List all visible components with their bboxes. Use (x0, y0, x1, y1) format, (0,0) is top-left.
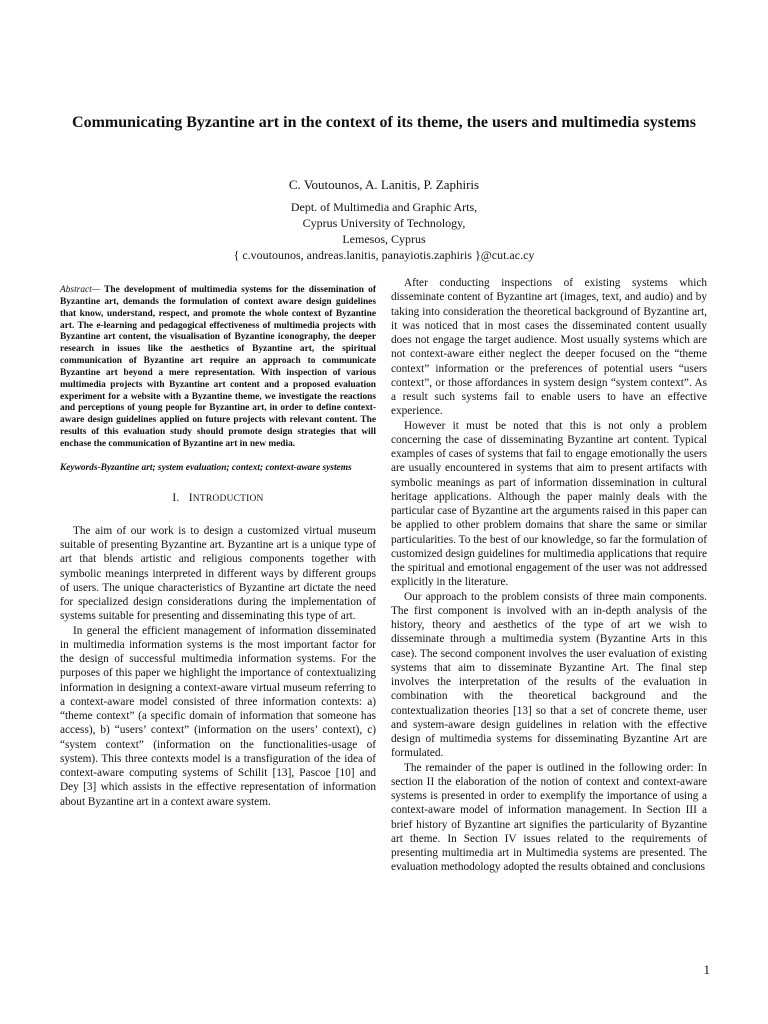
keywords: Keywords-Byzantine art; system evaluation; context; context-aware systems (60, 462, 352, 473)
body-paragraph: In general the efficient management of information disseminated in multimedia information systems is the most important factor for the design of successful multimedia information systems. For the purposes of this paper we highlight the importance of contextualizing information in designing a context-aware virtual museum referring to a context-aware model consisted of three information contexts: a) “theme context” (a specific domain of information that someone has access), b) “users’ context” (information on the users’ context), c) “system context” (information on the functionalities-usage of system). This three contexts model is a transfiguration of the idea of context-aware computing systems of Schilit [13], Pascoe [10] and Dey [3] which assists in the effective representation of information about Byzantine art in a context aware system. (60, 624, 376, 808)
body-paragraph: Our approach to the problem consists of three main components. The first component is involved with an in-depth analysis of the history, theory and aesthetics of the type of art we wish to disseminate through a multimedia system (Byzantine Arts in this case). The second component involves the user evaluation of existing systems that aim to disseminate Byzantine Art. The final step involves the interpretation of the results of the evaluation in combination with the theoretical background and the contextualization theories [13] so that a set of concrete theme, user and system-aware design guidelines in relation with the effective design of multimedia systems for disseminating Byzantine Art are formulated. (391, 590, 707, 760)
abstract (60, 285, 376, 451)
abstract-text: The development of multimedia systems for the dissemination of Byzantine art, demands the formulation of context aware design guidelines that know, understand, respect, and promote the whole context of Byzantine art. The e-learning and pedagogical effectiveness of multimedia projects with Byzantine art content, the visualisation of Byzantine iconography, the deeper research in issues like the aesthetics of Byzantine art, the spiritual communication of Byzantine art require an approach to communicate Byzantine art beyond a mere representation. With inspection of various multimedia projects with Byzantine art content and a proposed evaluation experiment for a website with a Byzantine theme, we investigate the reactions and perceptions of young people for Byzantine art, in order to define context-aware design guidelines applied on future projects with relevant content. The results of this evaluation study should promote design strategies that will enchase the communication of Byzantine art in new media. (60, 285, 376, 449)
section-title-initial: I (188, 491, 193, 504)
body-paragraph: The aim of our work is to design a customized virtual museum suitable of presenting Byzantine art. Byzantine art is a unique type of art that blends artistic and religious components together with symbolic meanings interpreted in different ways by different groups of users. The unique characteristics of Byzantine art dictate the need for specialized design considerations during the implementation of systems suitable for presenting and disseminating this type of art. (60, 524, 376, 623)
affiliation-location: Lemesos, Cyprus (342, 232, 426, 246)
affiliation-university: Cyprus University of Technology, (302, 216, 466, 230)
paper-title: Communicating Byzantine art in the context of its theme, the users and multimedia systems (72, 114, 696, 131)
body-paragraph: However it must be noted that this is not only a problem concerning the case of disseminating Byzantine art content. Typical examples of cases of systems that fail to engage emotionally the users are usually encountered in systems that aim to present artifacts with symbolic meanings as part of information dissemination in cultural heritage applications. Although the paper mainly deals with the particular case of Byzantine art the arguments raised in this paper can be applied to other problem domains that share the same or similar particularities. To the best of our knowledge, so far the formulation of customized design guidelines for multimedia applications that require the spiritual and emotional engagement of the user was not addressed explicitly in the literature. (391, 419, 707, 589)
author-emails: { c.voutounos, andreas.lanitis, panayiotis.zaphiris }@cut.ac.cy (233, 248, 535, 262)
left-column (60, 285, 376, 809)
author-list: C. Voutounos, A. Lanitis, P. Zaphiris (288, 177, 480, 192)
section-title-rest: NTRODUCTION (192, 493, 264, 504)
section-heading-introduction (60, 491, 376, 506)
body-paragraph: After conducting inspections of existing systems which disseminate content of Byzantine art (images, text, and audio) and by taking into consideration the theoretical background of Byzantine art, it was noticed that in most cases the disseminated content usually does not engage the target audience. Most usually systems which are not context-aware either neglect the deeper focused on the “theme context” information or the preferences of potential users “users context”, or those affordances in system design “system context”. As a result such systems fail to enable users to have an effective experience. (391, 277, 707, 418)
page-number: 1 (703, 962, 710, 977)
body-paragraph: The remainder of the paper is outlined in the following order: In section II the elaboration of the notion of context and context-aware systems is presented in order to exemplify the importance of using a context-aware model of information management. In Section III a brief history of Byzantine art signifies the particularity of Byzantine art theme. In Section IV issues related to the requirements of presenting multimedia art in Multimedia systems are presented. The evaluation methodology adopted the results obtained and conclusions (391, 761, 707, 874)
affiliation-department: Dept. of Multimedia and Graphic Arts, (290, 200, 478, 214)
section-numeral: I. (172, 491, 180, 504)
abstract-label: Abstract— (60, 285, 101, 295)
right-column (391, 276, 707, 875)
